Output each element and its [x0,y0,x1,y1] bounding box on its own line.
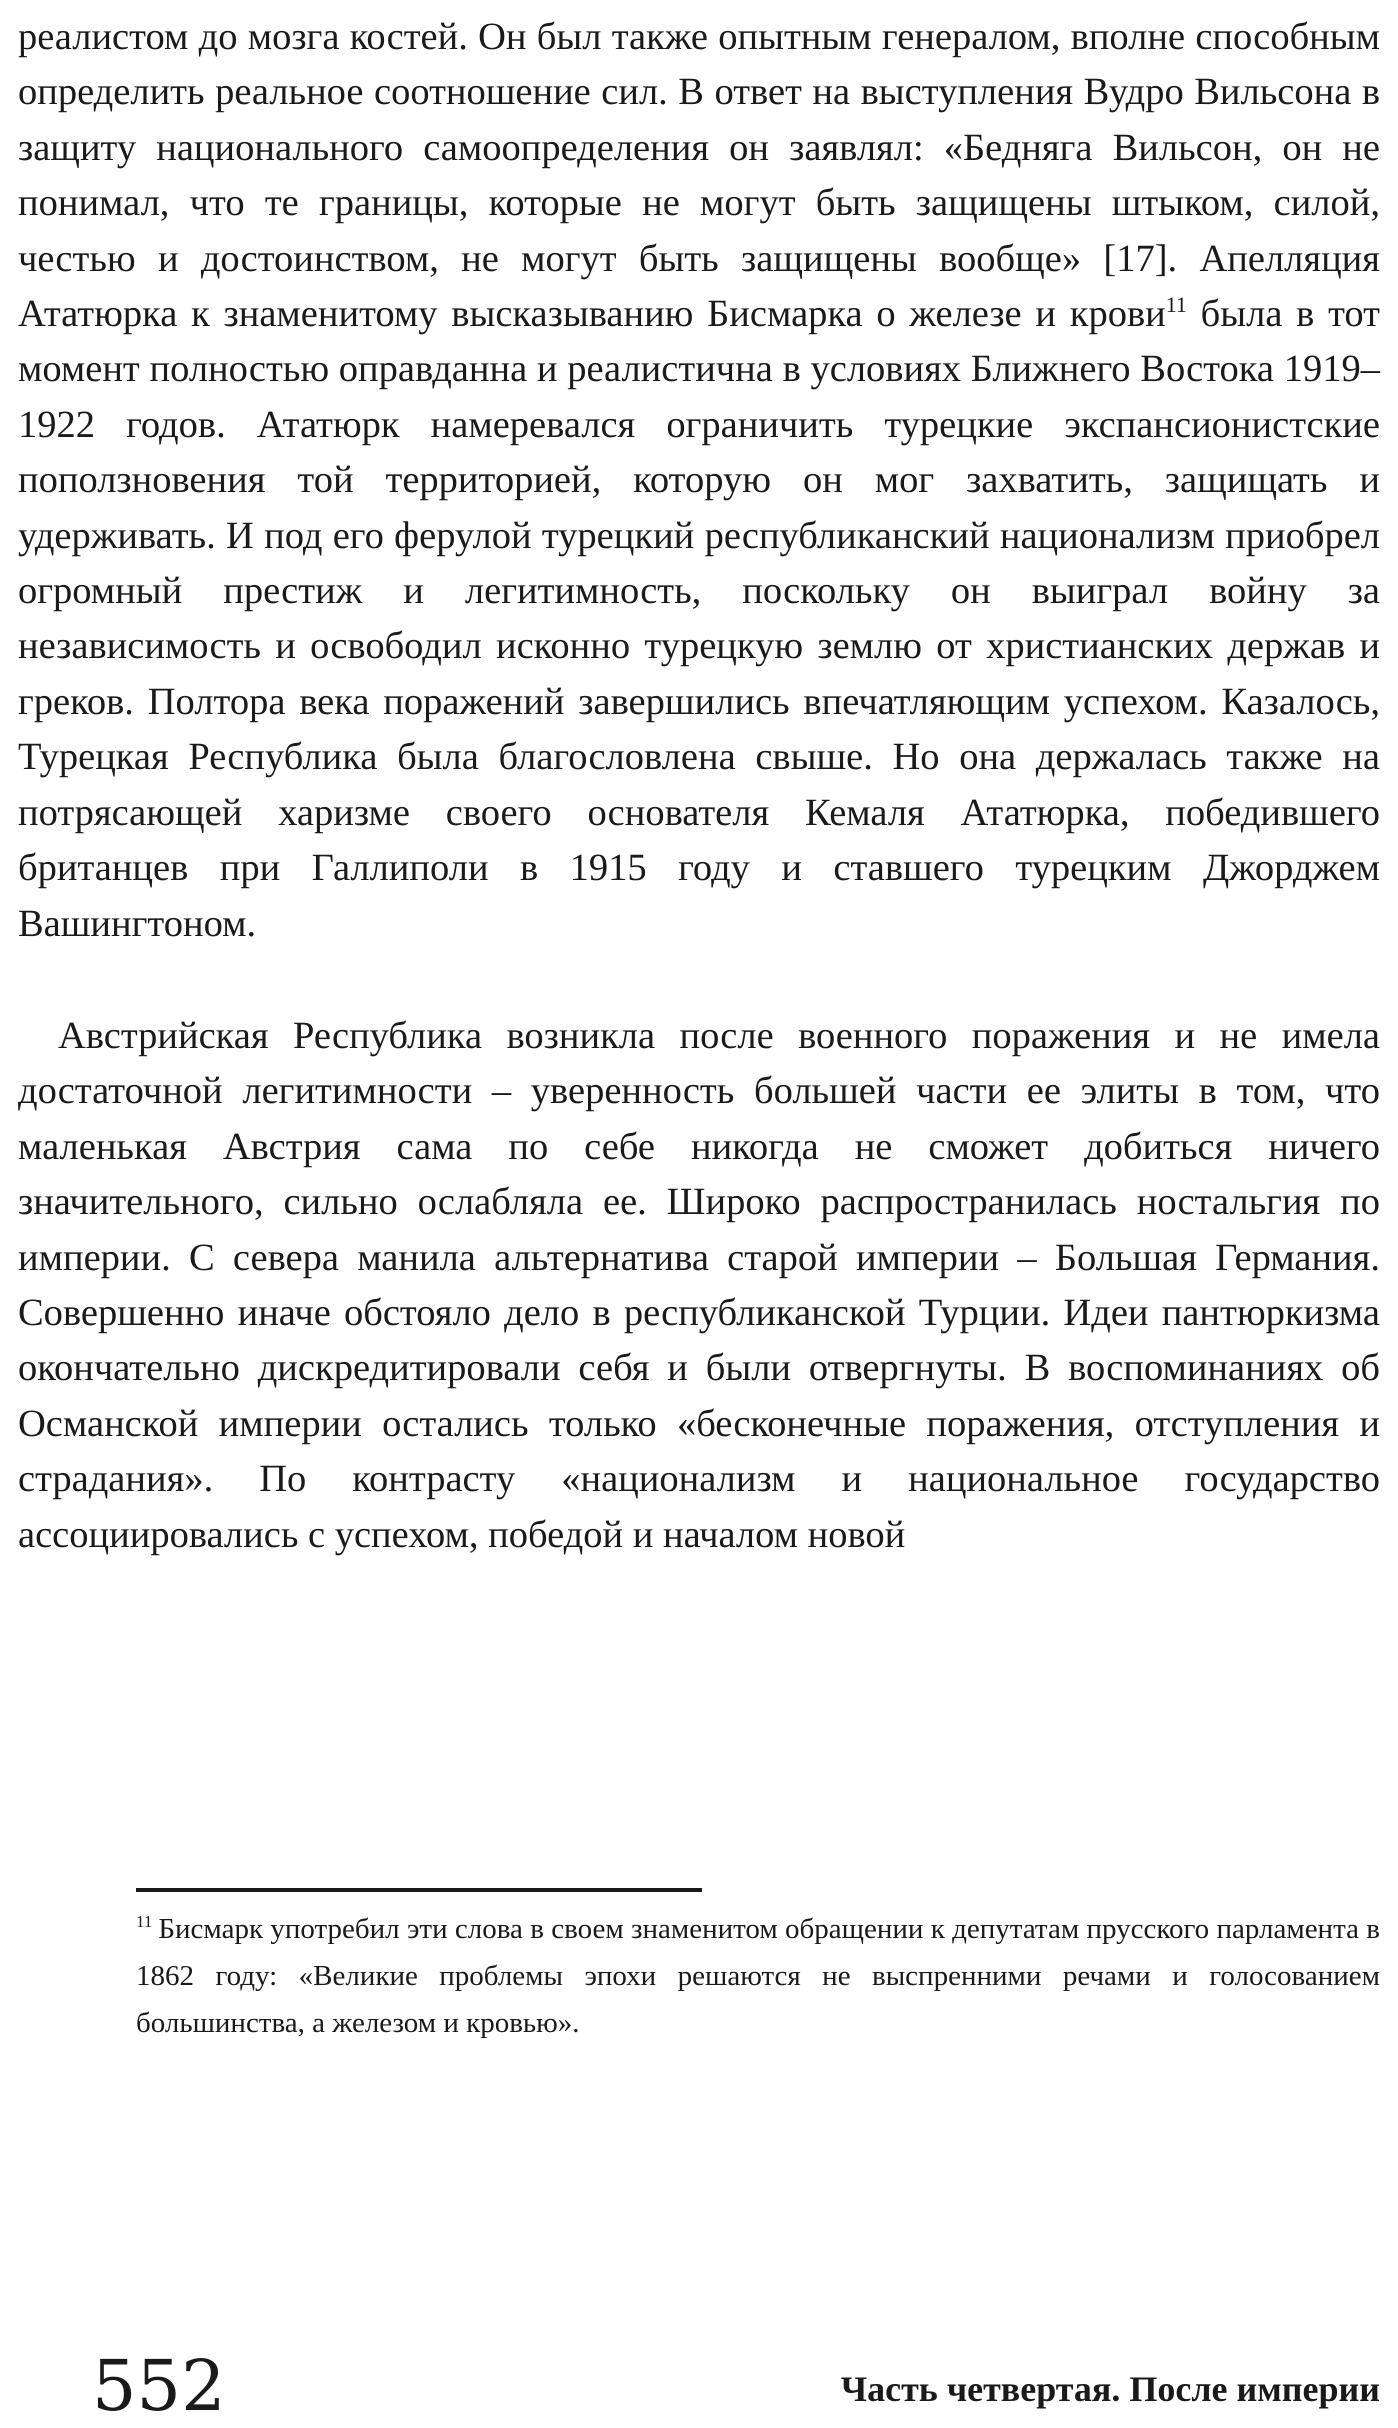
paragraph-1-text-before: реалистом до мозга костей. Он был также опытным генералом, вполне способным определить реальное соотношение сил. В ответ на выступления Вудро Вильсона в защиту национального самоопределения он заявлял: «Бедняга Вильсон, он не понимал, что те границы, которые не могут быть защищены штыком, силой, честью и достоинством, не могут быть защищены вообще» [17]. Апелляция Ататюрка к знаменитому высказыванию Бисмарка о железе и крови [18,16,1380,336]
paragraph-1 [18,10,1380,952]
footnote [136,1906,1380,2047]
footnote-reference: 11 [1165,292,1187,318]
running-head: Часть четвертая. После империи [840,2369,1380,2409]
paragraph-1-text-after: была в тот момент полностью оправданна и реалистична в условиях Ближнего Востока 1919–1922 годов. Ататюрк намеревался ограничить турецкие экспансионистские поползновения той территорией, которую он мог захватить, защищать и удерживать. И под его ферулой турецкий республиканский национализм приобрел огромный престиж и легитимность, поскольку он выиграл войну за независимость и освободил исконно турецкую землю от христианских держав и греков. Полтора века поражений завершились впечатляющим успехом. Казалось, Турецкая Республика была благословлена свыше. Но она держалась также на потрясающей харизме своего основателя Кемаля Ататюрка, победившего британцев при Галлиполи в 1915 году и ставшего турецким Джорджем Вашингтоном. [18,293,1380,945]
footnote-divider [136,1888,702,1892]
page-number: 552 [92,2345,226,2427]
paragraph-2: Австрийская Республика возникла после военного поражения и не имела достаточной легитимности – уверенность большей части ее элиты в том, что маленькая Австрия сама по себе никогда не сможет добиться ничего значительного, сильно ослабляла ее. Широко распространилась ностальгия по империи. С севера манила альтернатива старой империи – Большая Германия. Совершенно иначе обстояло дело в республиканской Турции. Идеи пантюркизма окончательно дискредитировали себя и были отвергнуты. В воспоминаниях об Османской империи остались только «бесконечные поражения, отступления и страдания». По контрасту «национализм и национальное государство ассоциировались с успехом, победой и началом новой [18,1014,1380,1556]
footnote-text: Бисмарк употребил эти слова в своем знаменитом обращении к депутатам прусского парламента в 1862 году: «Великие проблемы эпохи решаются не выспренними речами и голосованием большинства, а железом и кровью». [136,1913,1380,2039]
main-text [18,10,1380,1563]
footnote-number: 11 [136,1912,153,1932]
